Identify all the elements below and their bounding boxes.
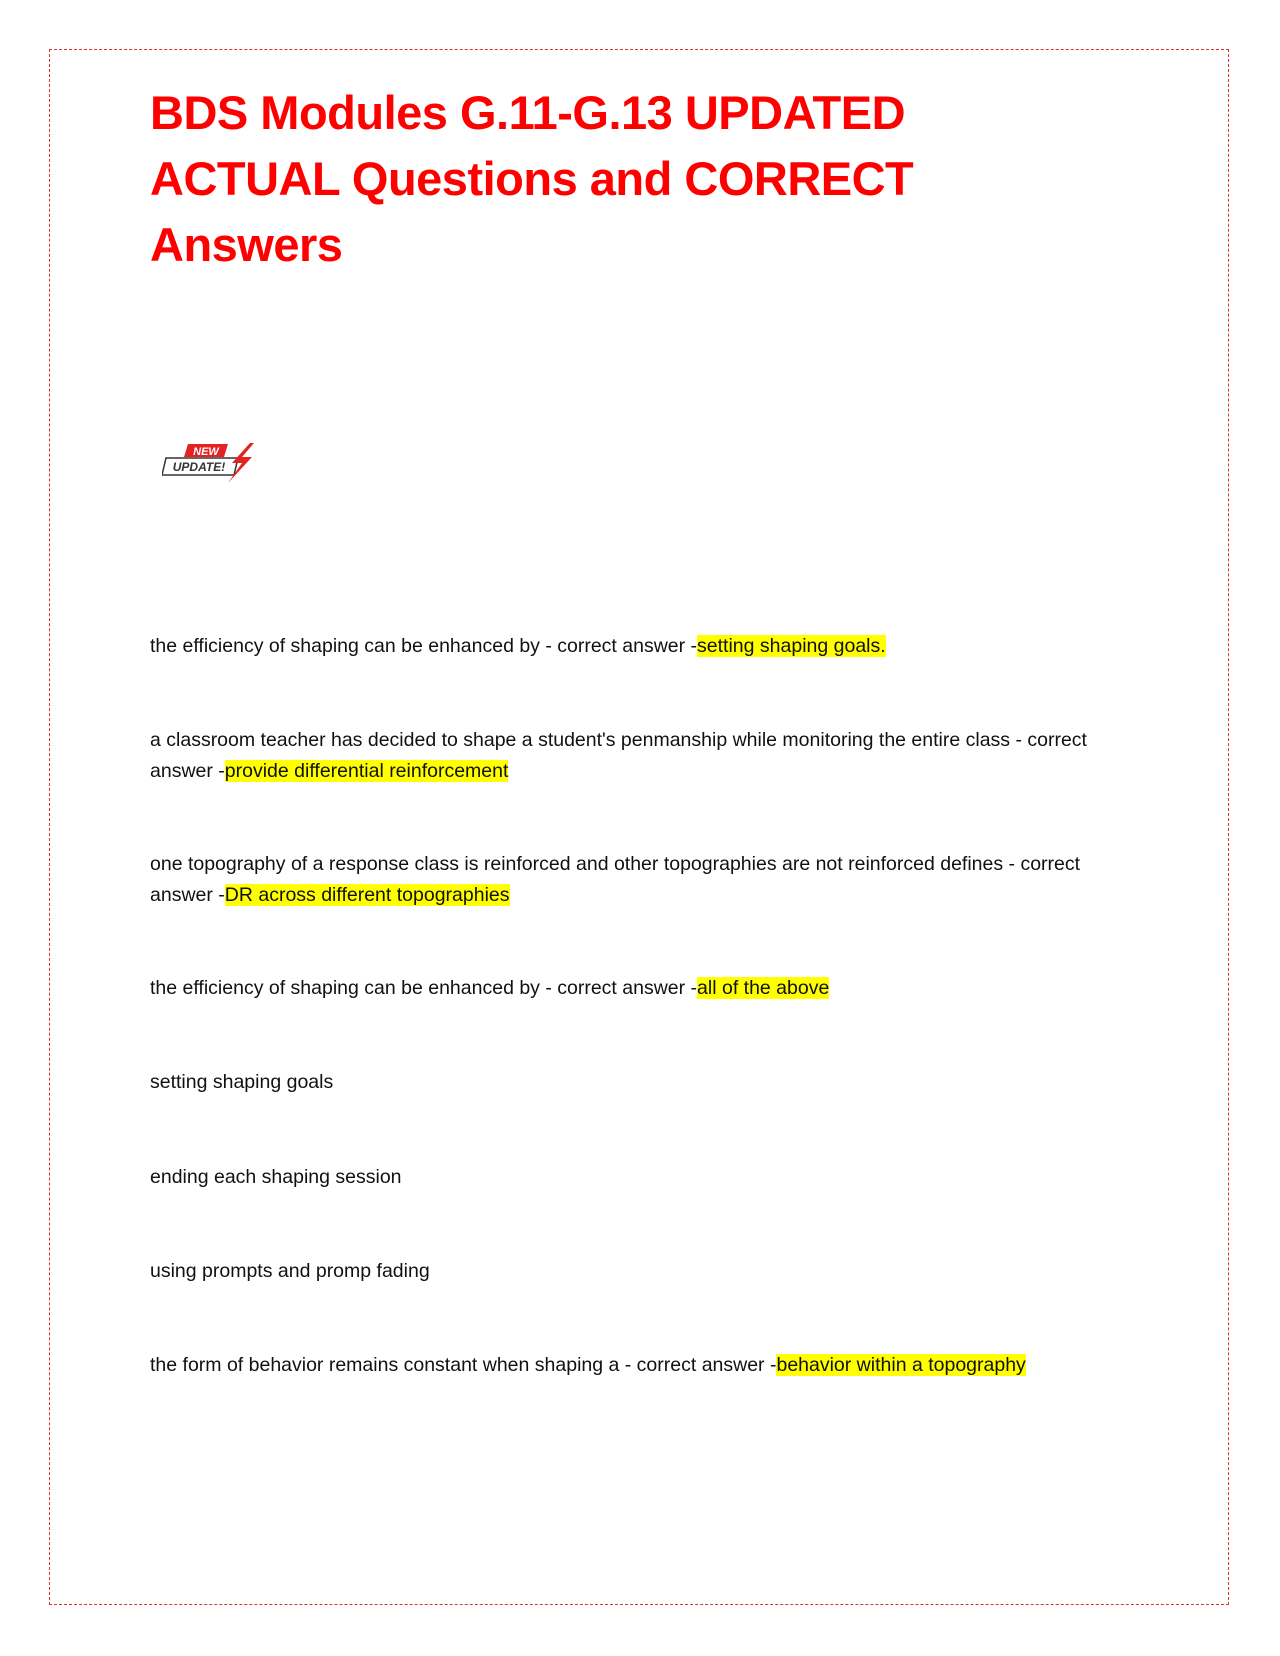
qa-item [150,1350,1130,1381]
option-text: setting shaping goals [150,1071,334,1093]
qa-item [150,973,1130,1004]
qa-item [150,725,1130,787]
new-update-badge [162,441,258,485]
option-text: using prompts and promp fading [150,1260,430,1282]
question-text: a classroom teacher has decided to shape a student's penmanship while monitoring the entire class - correct answer - [150,729,1087,782]
question-text: one topography of a response class is reinforced and other topographies are not reinforced defines - correct answer - [150,853,1081,906]
question-text: the efficiency of shaping can be enhanced by - correct answer - [150,977,698,999]
highlighted-answer: DR across different topographies [224,884,510,906]
new-label-icon [184,444,228,458]
question-text: the efficiency of shaping can be enhanced by - correct answer - [150,635,698,657]
highlighted-answer: all of the above [697,977,830,999]
qa-item [150,849,1130,911]
highlighted-answer: provide differential reinforcement [224,760,509,782]
question-text: the form of behavior remains constant when shaping a - correct answer - [150,1354,777,1376]
svg-text:NEW: NEW [193,446,219,458]
highlighted-answer: setting shaping goals. [697,635,886,657]
qa-item [150,631,1130,662]
update-label-icon [162,458,238,475]
highlighted-answer: behavior within a topography [776,1354,1026,1376]
document-title: BDS Modules G.11-G.13 UPDATED ACTUAL Questions and CORRECT Answers [150,86,914,271]
option-text: ending each shaping session [150,1166,402,1188]
svg-text:UPDATE!: UPDATE! [172,460,226,474]
